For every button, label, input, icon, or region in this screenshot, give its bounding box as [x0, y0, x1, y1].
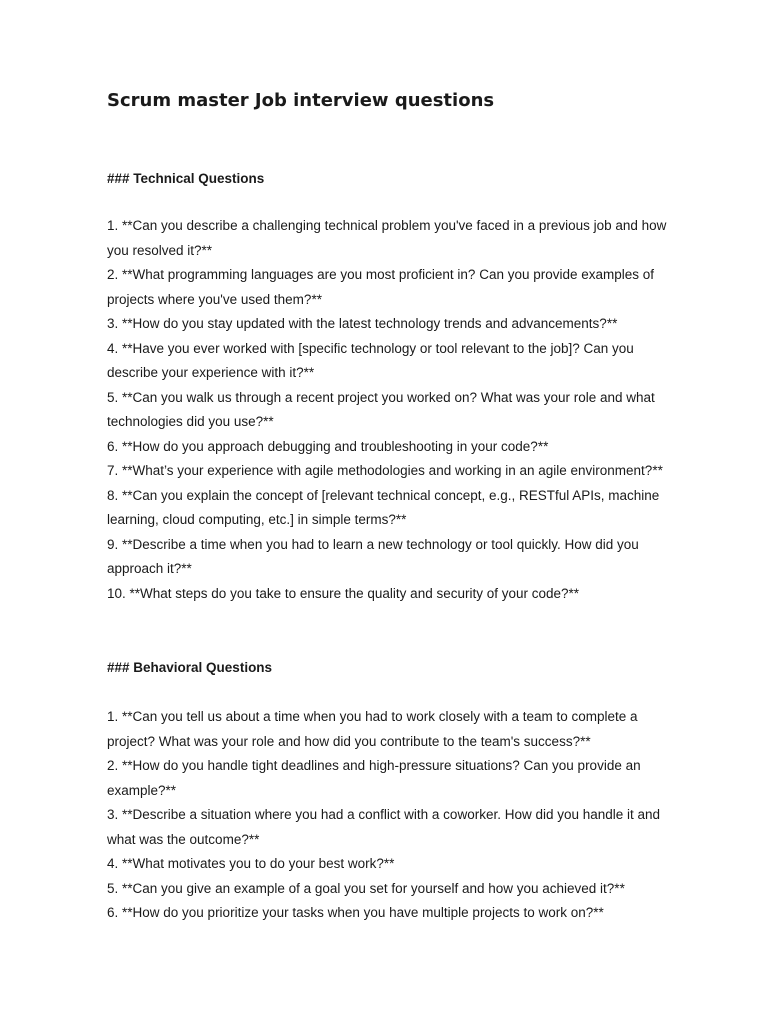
question-item: 10. **What steps do you take to ensure the quality and security of your code?** [107, 585, 580, 601]
section-heading-technical: ### Technical Questions [107, 171, 265, 186]
question-item: 4. **What motivates you to do your best work?** [107, 856, 395, 871]
question-item: 1. **Can you tell us about a time when you had to work closely with a team to complete a project? What was your role and how did you contribute to the team's success?** [107, 709, 638, 749]
document-title: Scrum master Job interview questions [107, 90, 495, 111]
question-item: 1. **Can you describe a challenging technical problem you've faced in a previous job and how you resolved it?** [107, 218, 667, 258]
question-item: 6. **How do you prioritize your tasks when you have multiple projects to work on?** [107, 905, 604, 920]
question-item: 5. **Can you walk us through a recent project you worked on? What was your role and what technologies did you use?** [107, 389, 655, 429]
question-item: 6. **How do you approach debugging and troubleshooting in your code?** [107, 438, 549, 454]
question-item: 4. **Have you ever worked with [specific technology or tool relevant to the job]? Can you describe your experience with it?** [107, 340, 634, 380]
question-item: 3. **Describe a situation where you had a conflict with a coworker. How did you handle it and what was the outcome?** [107, 807, 661, 847]
question-item: 3. **How do you stay updated with the latest technology trends and advancements?** [107, 316, 618, 331]
section-heading-behavioral: ### Behavioral Questions [107, 660, 273, 675]
question-item: 8. **Can you explain the concept of [relevant technical concept, e.g., RESTful APIs, machine learning, cloud computing, etc.] in simple terms?** [107, 487, 660, 527]
question-item: 5. **Can you give an example of a goal you set for yourself and how you achieved it?** [107, 880, 625, 896]
question-item: 2. **How do you handle tight deadlines and high-pressure situations? Can you provide an example?** [107, 758, 641, 798]
behavioral-question-list [107, 705, 667, 926]
question-item: 9. **Describe a time when you had to learn a new technology or tool quickly. How did you approach it?** [107, 536, 639, 576]
technical-question-list [107, 214, 667, 606]
question-item: 2. **What programming languages are you most proficient in? Can you provide examples of projects where you've used them?** [107, 267, 655, 307]
question-item: 7. **What’s your experience with agile methodologies and working in an agile environment?** [107, 463, 663, 478]
